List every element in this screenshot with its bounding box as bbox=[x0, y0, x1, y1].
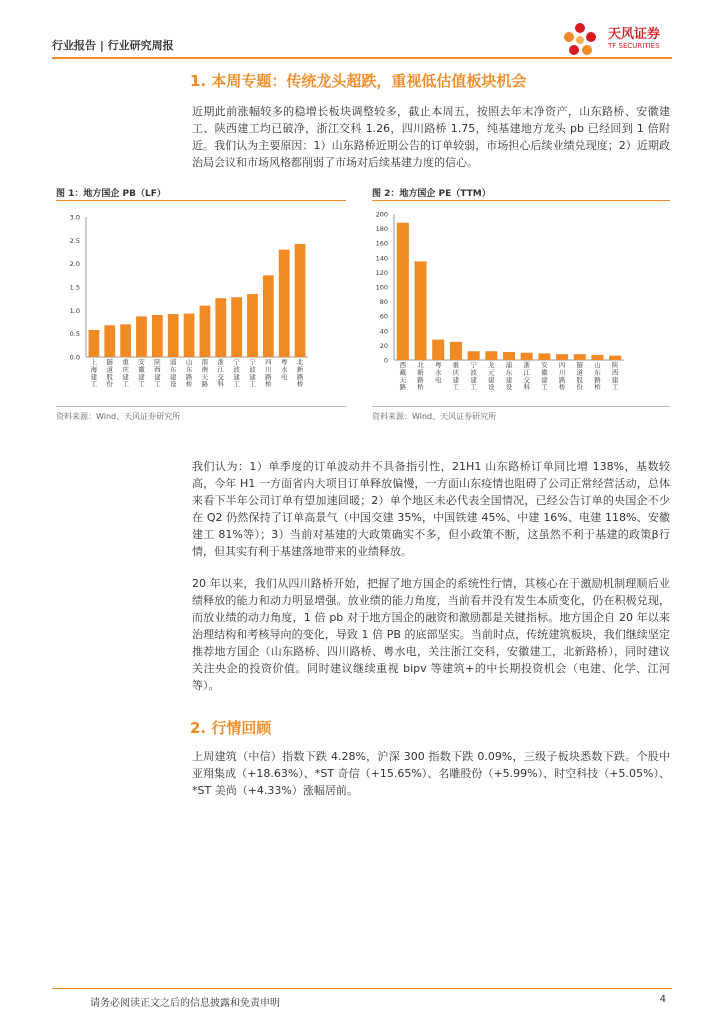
header-divider bbox=[52, 57, 672, 59]
x-tick-label: 隧道股份 bbox=[106, 358, 114, 389]
bar bbox=[609, 356, 621, 360]
x-tick-label: 四川路桥 bbox=[265, 358, 272, 389]
y-tick-label: 60 bbox=[379, 312, 388, 321]
x-tick-label: 安徽建工 bbox=[138, 358, 145, 389]
y-tick-label: 160 bbox=[375, 239, 388, 248]
section1-paragraph-1: 近期此前涨幅较多的稳增长板块调整较多，截止本周五，按照去年末净资产，山东路桥、安徽建工、陕西建工均已破净，浙江交科 1.26，四川路桥 1.75，纯基建地方龙头 pb 已经回到 1 倍附近。我们认为主要原因：1）山东路桥近期公告的订单较弱，市场担心后续业绩兑现度；2）近期政治局会议和市场风格都削弱了市场对后续基建力度的信心。 bbox=[192, 105, 670, 169]
x-tick-label: 浙江交科 bbox=[217, 358, 225, 389]
bar bbox=[295, 244, 306, 357]
footer-disclaimer: 请务必阅读正文之后的信息披露和免责申明 bbox=[90, 998, 280, 1009]
bar bbox=[591, 355, 603, 360]
x-tick-label: 隧道股份 bbox=[576, 361, 584, 392]
y-tick-label: 1.0 bbox=[69, 306, 80, 315]
x-tick-label: 宁波建工 bbox=[470, 361, 477, 392]
x-tick-label: 浙江交科 bbox=[523, 361, 530, 392]
company-logo bbox=[560, 20, 680, 60]
y-tick-label: 140 bbox=[375, 254, 388, 263]
x-tick-label: 宁波建工 bbox=[249, 358, 256, 389]
section1-paragraph-2: 我们认为：1）单季度的订单波动并不具备指引性，21H1 山东路桥订单同比增 138%，基数较高，今年 H1 一方面省内大项目订单释放偏慢，一方面山东疫情也阻碍了公司正常经营活动，总体来看下半年公司订单有望加速回暖；2）单个地区未必代表全国情况，已经公告订单的央国企不少在 Q2 仍然保持了订单高景气（中国交建 35%，中国铁建 45%、中建 16%、电建 118%、安徽建工 81%等）；3）当前对基建的大政策确实不多，但小政策不断，这虽然不利于基建的政策β行情，但其实有利于基建落地带来的业绩释放。 bbox=[192, 460, 670, 558]
x-tick-label: 粤水电 bbox=[280, 358, 288, 381]
bar bbox=[104, 325, 115, 357]
bar bbox=[397, 223, 409, 360]
figure1-chart bbox=[56, 205, 346, 405]
y-tick-label: 40 bbox=[379, 327, 388, 336]
logo-en-text: TF SECURITIES bbox=[608, 42, 660, 50]
x-tick-label: 重庆建工 bbox=[122, 358, 129, 389]
figure1-title: 图 1：地方国企 PB（LF） bbox=[56, 189, 166, 199]
bar bbox=[215, 298, 226, 357]
bar bbox=[231, 297, 242, 357]
bar bbox=[468, 351, 480, 360]
y-tick-label: 0 bbox=[383, 356, 388, 365]
page-number: 4 bbox=[659, 994, 666, 1005]
y-tick-label: 20 bbox=[379, 341, 388, 350]
bar bbox=[200, 306, 211, 357]
section1-paragraph-3: 20 年以来，我们从四川路桥开始，把握了地方国企的系统性行情，其核心在于激励机制理顺后业绩释放的能力和动力明显增强。放业绩的能力角度，当前看并没有发生本质变化，仍在积极兑现，而放业绩的动力角度，1 倍 pb 对于地方国企的融资和激励都是关键指标。地方国企自 20 年以来治理结构和考核导向的变化，导致 1 倍 PB 的底部坚实。当前时点，传统建筑板块，我们继续坚定推荐地方国企（山东路桥、四川路桥、粤水电，关注浙江交科，安徽建工，北新路桥），同时建议关注央企的投资价值。同时建议继续重视 bipv 等建筑+的中长期投资机会（电建、化学、江河等）。 bbox=[192, 577, 670, 692]
y-tick-label: 0.0 bbox=[69, 353, 80, 362]
y-tick-label: 200 bbox=[375, 210, 388, 219]
bar bbox=[574, 354, 586, 360]
y-tick-label: 100 bbox=[375, 283, 388, 292]
bar bbox=[120, 324, 131, 357]
bar bbox=[152, 315, 163, 357]
x-tick-label: 北新路桥 bbox=[417, 361, 424, 392]
x-tick-label: 重庆建工 bbox=[452, 361, 460, 392]
figure2-chart bbox=[368, 205, 670, 405]
x-tick-label: 陕西建工 bbox=[611, 361, 619, 392]
x-tick-label: 山东路桥 bbox=[185, 358, 193, 389]
bar bbox=[450, 342, 462, 360]
x-tick-label: 粤水电 bbox=[434, 361, 442, 384]
y-tick-label: 3.0 bbox=[69, 213, 80, 222]
y-tick-label: 80 bbox=[379, 298, 388, 307]
x-tick-label: 北新路桥 bbox=[296, 358, 304, 389]
figure2-top-rule bbox=[372, 200, 670, 201]
figure2-source: 资料来源：Wind、天风证券研究所 bbox=[372, 412, 497, 421]
figure1-source: 资料来源：Wind、天风证券研究所 bbox=[56, 412, 181, 421]
logo-text: 天风证券 bbox=[608, 27, 661, 42]
figure1-top-rule bbox=[56, 200, 346, 201]
figure2-bottom-rule bbox=[372, 406, 670, 407]
bar bbox=[184, 314, 195, 357]
x-tick-label: 上海建工 bbox=[90, 358, 98, 389]
bar bbox=[415, 261, 427, 360]
bar bbox=[168, 314, 179, 357]
figure1-bottom-rule bbox=[56, 406, 346, 407]
section1-heading: 1. 本周专题：传统龙头超跌，重视低估值板块机会 bbox=[190, 72, 527, 90]
x-tick-label: 龙元建设 bbox=[488, 361, 495, 392]
x-tick-label: 宁波建工 bbox=[233, 358, 240, 389]
bar bbox=[247, 294, 258, 357]
x-tick-label: 山东路桥 bbox=[594, 361, 601, 392]
bar bbox=[136, 316, 147, 357]
bar bbox=[503, 352, 515, 360]
figure2-title: 图 2：地方国企 PE（TTM） bbox=[372, 189, 491, 199]
bar bbox=[485, 351, 497, 360]
section2-heading: 2. 行情回顾 bbox=[190, 719, 272, 737]
report-type: 行业报告 | 行业研究周报 bbox=[52, 39, 174, 52]
y-tick-label: 2.5 bbox=[69, 236, 80, 245]
bar bbox=[538, 353, 550, 360]
bar bbox=[279, 250, 290, 357]
bar bbox=[89, 330, 100, 357]
y-tick-label: 1.5 bbox=[69, 283, 80, 292]
bar bbox=[432, 340, 444, 360]
x-tick-label: 陕西建工 bbox=[154, 358, 161, 389]
y-tick-label: 120 bbox=[375, 268, 388, 277]
y-tick-label: 2.0 bbox=[69, 260, 80, 269]
x-tick-label: 浦东建设 bbox=[169, 358, 177, 389]
y-tick-label: 0.5 bbox=[69, 330, 80, 339]
bar bbox=[521, 353, 533, 360]
x-tick-label: 西藏天路 bbox=[399, 361, 407, 392]
bar bbox=[263, 275, 274, 357]
logo-flower-icon bbox=[560, 20, 606, 60]
bar bbox=[556, 354, 568, 360]
footer-divider bbox=[52, 988, 672, 989]
x-tick-label: 南南天路 bbox=[201, 358, 209, 389]
section2-paragraph: 上周建筑（中信）指数下跌 4.28%，沪深 300 指数下跌 0.09%，三级子板块悉数下跌。个股中亚翔集成（+18.63%）、*ST 奇信（+15.65%）、名雕股份（+5.99%）、时空科技（+5.05%）、*ST 美尚（+4.33%）涨幅居前。 bbox=[192, 750, 670, 797]
x-tick-label: 浦东建设 bbox=[505, 361, 513, 392]
y-tick-label: 180 bbox=[375, 225, 388, 234]
x-tick-label: 四川路桥 bbox=[558, 361, 566, 392]
x-tick-label: 安徽建工 bbox=[541, 361, 548, 392]
